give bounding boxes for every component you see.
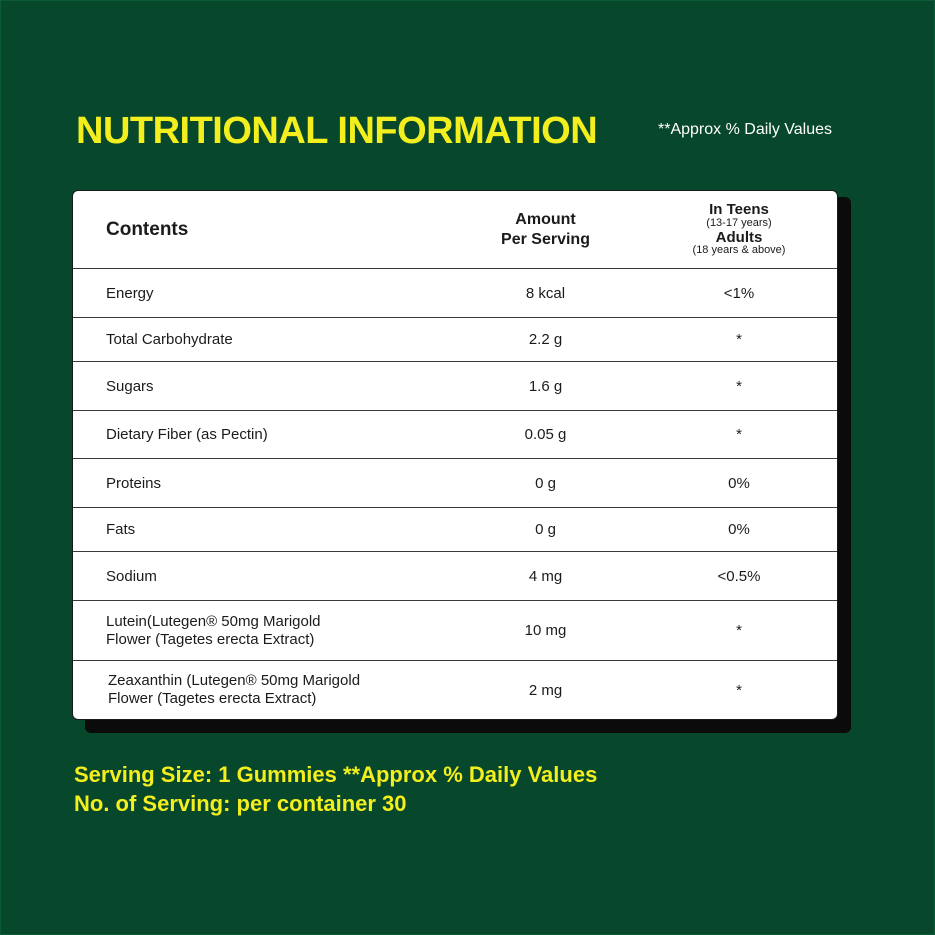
row-name-line1: Zeaxanthin (Lutegen® 50mg Marigold (108, 672, 361, 689)
row-name (106, 601, 466, 660)
header-daily-value (643, 191, 835, 268)
table-row (73, 411, 837, 459)
header-adults: Adults (715, 228, 763, 246)
table-row (73, 269, 837, 318)
row-name-line1: Lutein(Lutegen® 50mg Marigold (106, 612, 321, 630)
header-adults-age: (18 years & above) (692, 244, 786, 257)
table-row (73, 601, 837, 661)
row-name: Dietary Fiber (as Pectin) (106, 426, 268, 443)
row-amount: 1.6 g (528, 377, 563, 395)
header-teens-age: (13-17 years) (706, 216, 772, 229)
row-daily-value: <1% (723, 284, 755, 302)
row-daily-value: 0% (728, 474, 750, 492)
row-name: Energy (106, 284, 154, 302)
table-row (73, 459, 837, 508)
row-daily-value: * (736, 622, 742, 639)
row-amount: 2.2 g (528, 331, 563, 348)
row-name-line2: Flower (Tagetes erecta Extract) (108, 690, 317, 707)
header-teens: In Teens (709, 201, 769, 219)
row-daily-value: * (736, 681, 742, 699)
row-name: Fats (106, 521, 136, 538)
table-row (73, 318, 837, 362)
row-amount: 0 g (535, 474, 556, 492)
row-daily-value: * (736, 426, 742, 443)
row-amount: 4 mg (528, 567, 563, 585)
row-amount: 0 g (535, 521, 556, 538)
table-row (73, 552, 837, 601)
servings-per-container: No. of Serving: per container 30 (74, 791, 407, 816)
header-amount-line2: Per Serving (501, 230, 590, 248)
row-amount: 2 mg (528, 681, 563, 699)
table-row (73, 661, 837, 719)
daily-values-note: **Approx % Daily Values (658, 121, 833, 138)
row-daily-value: * (736, 331, 742, 348)
header-contents: Contents (106, 218, 189, 240)
table-row (73, 508, 837, 552)
row-name: Sodium (106, 567, 157, 585)
row-daily-value: 0% (728, 521, 750, 538)
row-name: Sugars (106, 377, 154, 395)
nutrition-table (72, 190, 838, 720)
row-name: Total Carbohydrate (106, 331, 233, 348)
row-daily-value: * (736, 377, 742, 395)
row-daily-value: <0.5% (717, 567, 761, 585)
row-name-line2: Flower (Tagetes erecta Extract) (106, 630, 315, 648)
row-amount: 8 kcal (525, 284, 566, 302)
serving-info (74, 760, 597, 818)
serving-size: Serving Size: 1 Gummies **Approx % Daily Values (74, 762, 598, 787)
header-amount-line1: Amount (515, 210, 576, 228)
row-name (108, 661, 468, 719)
row-name: Proteins (106, 474, 162, 492)
table-header-row (73, 191, 837, 269)
table-row (73, 362, 837, 411)
page-title: NUTRITIONAL INFORMATION (76, 110, 598, 152)
row-amount: 10 mg (524, 622, 567, 639)
row-amount: 0.05 g (524, 426, 567, 443)
header-amount (473, 191, 618, 268)
